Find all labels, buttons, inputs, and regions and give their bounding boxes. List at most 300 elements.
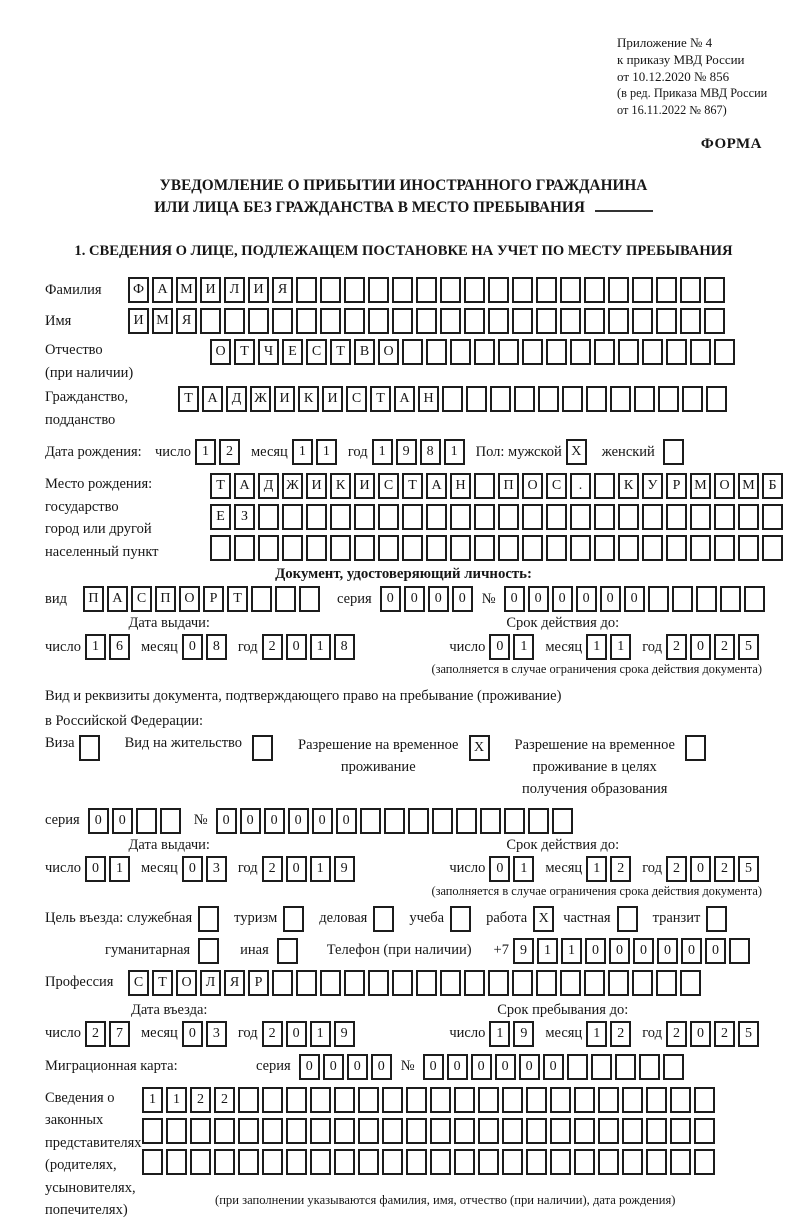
char-cell[interactable] <box>502 1149 523 1175</box>
char-cell[interactable] <box>562 386 583 412</box>
sex-male-checkbox[interactable] <box>566 439 590 465</box>
char-cell[interactable]: 1 <box>85 634 106 660</box>
char-cell[interactable] <box>704 308 725 334</box>
char-cell[interactable] <box>344 970 365 996</box>
char-cell[interactable] <box>454 1087 475 1113</box>
char-cell[interactable]: О <box>378 339 399 365</box>
char-cell[interactable]: 2 <box>214 1087 235 1113</box>
char-cell[interactable]: 1 <box>166 1087 187 1113</box>
char-cell[interactable]: С <box>378 473 399 499</box>
visa-checkbox[interactable] <box>79 735 103 761</box>
char-cell[interactable]: 2 <box>714 856 735 882</box>
char-cell[interactable] <box>251 586 272 612</box>
char-cell[interactable] <box>550 1118 571 1144</box>
char-cell[interactable] <box>528 808 549 834</box>
citizenship-cells[interactable] <box>178 386 730 412</box>
char-cell[interactable] <box>536 308 557 334</box>
char-cell[interactable]: 0 <box>528 586 549 612</box>
char-cell[interactable] <box>310 1149 331 1175</box>
char-cell[interactable] <box>546 504 567 530</box>
char-cell[interactable]: Ж <box>250 386 271 412</box>
char-cell[interactable] <box>426 339 447 365</box>
char-cell[interactable] <box>622 1087 643 1113</box>
char-cell[interactable] <box>536 277 557 303</box>
purpose-tourism-checkbox[interactable] <box>283 906 307 932</box>
char-cell[interactable] <box>480 808 501 834</box>
char-cell[interactable] <box>198 906 219 932</box>
char-cell[interactable] <box>762 535 783 561</box>
char-cell[interactable] <box>656 277 677 303</box>
birth-place-row2-cells[interactable] <box>210 504 786 530</box>
char-cell[interactable]: Я <box>224 970 245 996</box>
char-cell[interactable]: М <box>690 473 711 499</box>
char-cell[interactable] <box>526 1087 547 1113</box>
char-cell[interactable] <box>378 504 399 530</box>
char-cell[interactable]: 1 <box>513 856 534 882</box>
char-cell[interactable]: 0 <box>705 938 726 964</box>
char-cell[interactable] <box>190 1149 211 1175</box>
doc-issue-year-cells[interactable] <box>262 634 358 660</box>
char-cell[interactable] <box>584 970 605 996</box>
char-cell[interactable]: 0 <box>681 938 702 964</box>
entry-month-cells[interactable] <box>182 1021 230 1047</box>
char-cell[interactable] <box>685 735 706 761</box>
char-cell[interactable] <box>454 1149 475 1175</box>
char-cell[interactable]: 0 <box>182 1021 203 1047</box>
char-cell[interactable]: 6 <box>109 634 130 660</box>
char-cell[interactable]: 0 <box>576 586 597 612</box>
char-cell[interactable] <box>591 1054 612 1080</box>
char-cell[interactable] <box>714 339 735 365</box>
char-cell[interactable] <box>658 386 679 412</box>
char-cell[interactable] <box>272 308 293 334</box>
char-cell[interactable]: 0 <box>609 938 630 964</box>
char-cell[interactable] <box>512 277 533 303</box>
char-cell[interactable] <box>610 386 631 412</box>
phone-cells[interactable] <box>513 938 753 964</box>
permit-number-cells[interactable] <box>216 808 576 834</box>
char-cell[interactable] <box>286 1149 307 1175</box>
char-cell[interactable]: П <box>155 586 176 612</box>
char-cell[interactable] <box>598 1118 619 1144</box>
char-cell[interactable] <box>522 535 543 561</box>
char-cell[interactable]: 0 <box>690 1021 711 1047</box>
char-cell[interactable]: Т <box>330 339 351 365</box>
char-cell[interactable] <box>680 308 701 334</box>
char-cell[interactable] <box>464 308 485 334</box>
char-cell[interactable] <box>136 808 157 834</box>
char-cell[interactable] <box>632 970 653 996</box>
char-cell[interactable]: 8 <box>420 439 441 465</box>
char-cell[interactable] <box>200 308 221 334</box>
char-cell[interactable] <box>382 1149 403 1175</box>
char-cell[interactable]: Л <box>200 970 221 996</box>
char-cell[interactable]: 1 <box>316 439 337 465</box>
char-cell[interactable] <box>608 277 629 303</box>
char-cell[interactable] <box>552 808 573 834</box>
char-cell[interactable]: 2 <box>610 856 631 882</box>
char-cell[interactable] <box>310 1087 331 1113</box>
char-cell[interactable] <box>306 504 327 530</box>
stay-year-cells[interactable] <box>666 1021 762 1047</box>
char-cell[interactable] <box>594 473 615 499</box>
char-cell[interactable]: 0 <box>371 1054 392 1080</box>
char-cell[interactable]: 0 <box>347 1054 368 1080</box>
doc-issue-month-cells[interactable] <box>182 634 230 660</box>
char-cell[interactable] <box>299 586 320 612</box>
char-cell[interactable] <box>498 339 519 365</box>
char-cell[interactable]: 2 <box>666 1021 687 1047</box>
char-cell[interactable]: 1 <box>310 856 331 882</box>
char-cell[interactable]: Т <box>178 386 199 412</box>
char-cell[interactable]: 1 <box>444 439 465 465</box>
char-cell[interactable] <box>198 938 219 964</box>
char-cell[interactable] <box>430 1149 451 1175</box>
char-cell[interactable] <box>546 339 567 365</box>
char-cell[interactable]: Е <box>210 504 231 530</box>
char-cell[interactable]: Ч <box>258 339 279 365</box>
char-cell[interactable]: 1 <box>586 634 607 660</box>
char-cell[interactable] <box>560 277 581 303</box>
birth-month-cells[interactable] <box>292 439 340 465</box>
char-cell[interactable] <box>275 586 296 612</box>
purpose-private-checkbox[interactable] <box>617 906 641 932</box>
char-cell[interactable]: Е <box>282 339 303 365</box>
char-cell[interactable]: Т <box>234 339 255 365</box>
char-cell[interactable]: 1 <box>610 634 631 660</box>
char-cell[interactable]: 1 <box>586 856 607 882</box>
char-cell[interactable] <box>320 277 341 303</box>
char-cell[interactable]: 0 <box>336 808 357 834</box>
temp-permit-checkbox[interactable] <box>469 735 493 761</box>
char-cell[interactable] <box>618 535 639 561</box>
char-cell[interactable]: 2 <box>262 1021 283 1047</box>
char-cell[interactable]: В <box>354 339 375 365</box>
char-cell[interactable] <box>560 308 581 334</box>
char-cell[interactable] <box>672 586 693 612</box>
char-cell[interactable] <box>344 308 365 334</box>
char-cell[interactable] <box>344 277 365 303</box>
char-cell[interactable] <box>248 308 269 334</box>
char-cell[interactable] <box>306 535 327 561</box>
doc-number-cells[interactable] <box>504 586 768 612</box>
char-cell[interactable] <box>656 308 677 334</box>
char-cell[interactable] <box>622 1118 643 1144</box>
char-cell[interactable] <box>570 504 591 530</box>
char-cell[interactable]: И <box>200 277 221 303</box>
char-cell[interactable]: 0 <box>633 938 654 964</box>
char-cell[interactable] <box>296 308 317 334</box>
permit-series-cells[interactable] <box>88 808 184 834</box>
char-cell[interactable]: Т <box>210 473 231 499</box>
char-cell[interactable] <box>454 1118 475 1144</box>
char-cell[interactable]: 8 <box>334 634 355 660</box>
char-cell[interactable] <box>632 308 653 334</box>
entry-year-cells[interactable] <box>262 1021 358 1047</box>
char-cell[interactable] <box>416 970 437 996</box>
char-cell[interactable] <box>478 1118 499 1144</box>
char-cell[interactable] <box>729 938 750 964</box>
char-cell[interactable]: 0 <box>323 1054 344 1080</box>
char-cell[interactable]: С <box>346 386 367 412</box>
char-cell[interactable] <box>526 1118 547 1144</box>
char-cell[interactable]: О <box>714 473 735 499</box>
purpose-transit-checkbox[interactable] <box>706 906 730 932</box>
purpose-other-checkbox[interactable] <box>277 938 301 964</box>
char-cell[interactable] <box>368 970 389 996</box>
char-cell[interactable]: Ф <box>128 277 149 303</box>
char-cell[interactable] <box>334 1118 355 1144</box>
char-cell[interactable]: 3 <box>206 856 227 882</box>
char-cell[interactable] <box>402 535 423 561</box>
char-cell[interactable]: 7 <box>109 1021 130 1047</box>
char-cell[interactable]: 9 <box>513 938 534 964</box>
permit-issue-year-cells[interactable] <box>262 856 358 882</box>
char-cell[interactable] <box>632 277 653 303</box>
doc-issue-day-cells[interactable] <box>85 634 133 660</box>
char-cell[interactable]: 9 <box>334 1021 355 1047</box>
char-cell[interactable] <box>646 1087 667 1113</box>
char-cell[interactable]: X <box>533 906 554 932</box>
char-cell[interactable]: М <box>176 277 197 303</box>
char-cell[interactable] <box>474 339 495 365</box>
permit-issue-month-cells[interactable] <box>182 856 230 882</box>
migration-card-number-cells[interactable] <box>423 1054 687 1080</box>
char-cell[interactable]: 1 <box>292 439 313 465</box>
char-cell[interactable]: З <box>234 504 255 530</box>
char-cell[interactable] <box>478 1149 499 1175</box>
doc-type-cells[interactable] <box>83 586 323 612</box>
char-cell[interactable] <box>642 339 663 365</box>
char-cell[interactable] <box>706 386 727 412</box>
char-cell[interactable] <box>238 1087 259 1113</box>
patronymic-cells[interactable] <box>210 339 738 365</box>
char-cell[interactable] <box>574 1118 595 1144</box>
char-cell[interactable] <box>690 535 711 561</box>
char-cell[interactable] <box>277 938 298 964</box>
char-cell[interactable] <box>368 277 389 303</box>
char-cell[interactable] <box>238 1118 259 1144</box>
char-cell[interactable]: 0 <box>471 1054 492 1080</box>
char-cell[interactable]: 9 <box>396 439 417 465</box>
char-cell[interactable] <box>648 586 669 612</box>
char-cell[interactable] <box>334 1087 355 1113</box>
char-cell[interactable]: . <box>570 473 591 499</box>
char-cell[interactable] <box>224 308 245 334</box>
char-cell[interactable] <box>696 586 717 612</box>
char-cell[interactable]: 1 <box>195 439 216 465</box>
char-cell[interactable] <box>474 535 495 561</box>
char-cell[interactable] <box>466 386 487 412</box>
char-cell[interactable] <box>488 970 509 996</box>
residence-permit-checkbox[interactable] <box>252 735 276 761</box>
char-cell[interactable]: 0 <box>504 586 525 612</box>
purpose-official-checkbox[interactable] <box>198 906 222 932</box>
char-cell[interactable] <box>598 1149 619 1175</box>
char-cell[interactable] <box>382 1087 403 1113</box>
char-cell[interactable] <box>615 1054 636 1080</box>
doc-valid-year-cells[interactable] <box>666 634 762 660</box>
char-cell[interactable] <box>598 1087 619 1113</box>
char-cell[interactable]: 0 <box>182 856 203 882</box>
char-cell[interactable]: 0 <box>288 808 309 834</box>
char-cell[interactable]: И <box>128 308 149 334</box>
char-cell[interactable]: 0 <box>495 1054 516 1080</box>
char-cell[interactable]: 1 <box>310 634 331 660</box>
stay-month-cells[interactable] <box>586 1021 634 1047</box>
char-cell[interactable]: Б <box>762 473 783 499</box>
char-cell[interactable]: К <box>330 473 351 499</box>
char-cell[interactable]: 2 <box>262 856 283 882</box>
char-cell[interactable]: 2 <box>666 634 687 660</box>
char-cell[interactable]: О <box>522 473 543 499</box>
char-cell[interactable] <box>714 535 735 561</box>
char-cell[interactable]: 1 <box>586 1021 607 1047</box>
char-cell[interactable] <box>550 1087 571 1113</box>
char-cell[interactable] <box>283 906 304 932</box>
char-cell[interactable] <box>694 1118 715 1144</box>
char-cell[interactable] <box>406 1118 427 1144</box>
char-cell[interactable]: П <box>498 473 519 499</box>
char-cell[interactable] <box>258 535 279 561</box>
char-cell[interactable] <box>608 970 629 996</box>
char-cell[interactable] <box>358 1118 379 1144</box>
char-cell[interactable]: 0 <box>299 1054 320 1080</box>
char-cell[interactable]: Т <box>152 970 173 996</box>
char-cell[interactable] <box>642 535 663 561</box>
char-cell[interactable]: М <box>738 473 759 499</box>
migration-card-series-cells[interactable] <box>299 1054 395 1080</box>
char-cell[interactable] <box>478 1087 499 1113</box>
char-cell[interactable] <box>714 504 735 530</box>
char-cell[interactable] <box>574 1149 595 1175</box>
char-cell[interactable] <box>440 277 461 303</box>
char-cell[interactable]: 2 <box>262 634 283 660</box>
char-cell[interactable] <box>296 277 317 303</box>
char-cell[interactable]: Н <box>450 473 471 499</box>
char-cell[interactable] <box>720 586 741 612</box>
char-cell[interactable]: 0 <box>286 1021 307 1047</box>
char-cell[interactable]: А <box>234 473 255 499</box>
char-cell[interactable]: И <box>322 386 343 412</box>
char-cell[interactable] <box>490 386 511 412</box>
char-cell[interactable] <box>334 1149 355 1175</box>
char-cell[interactable] <box>744 586 765 612</box>
char-cell[interactable] <box>320 970 341 996</box>
char-cell[interactable] <box>536 970 557 996</box>
char-cell[interactable]: 1 <box>109 856 130 882</box>
char-cell[interactable] <box>402 339 423 365</box>
char-cell[interactable] <box>762 504 783 530</box>
char-cell[interactable] <box>670 1149 691 1175</box>
char-cell[interactable]: С <box>306 339 327 365</box>
char-cell[interactable]: И <box>306 473 327 499</box>
char-cell[interactable] <box>670 1118 691 1144</box>
char-cell[interactable]: И <box>274 386 295 412</box>
char-cell[interactable] <box>238 1149 259 1175</box>
representatives-row1-cells[interactable] <box>142 1087 718 1113</box>
char-cell[interactable] <box>706 906 727 932</box>
char-cell[interactable] <box>642 504 663 530</box>
char-cell[interactable]: 0 <box>216 808 237 834</box>
char-cell[interactable] <box>358 1149 379 1175</box>
birth-place-row3-cells[interactable] <box>210 535 786 561</box>
char-cell[interactable] <box>488 277 509 303</box>
char-cell[interactable] <box>392 308 413 334</box>
char-cell[interactable]: 9 <box>513 1021 534 1047</box>
char-cell[interactable] <box>594 535 615 561</box>
char-cell[interactable]: 5 <box>738 856 759 882</box>
char-cell[interactable]: 0 <box>489 634 510 660</box>
char-cell[interactable]: 0 <box>264 808 285 834</box>
char-cell[interactable] <box>663 1054 684 1080</box>
char-cell[interactable]: 0 <box>600 586 621 612</box>
char-cell[interactable] <box>430 1087 451 1113</box>
char-cell[interactable] <box>464 277 485 303</box>
char-cell[interactable]: 0 <box>552 586 573 612</box>
char-cell[interactable]: 0 <box>657 938 678 964</box>
char-cell[interactable]: 0 <box>240 808 261 834</box>
char-cell[interactable]: 1 <box>513 634 534 660</box>
char-cell[interactable] <box>546 535 567 561</box>
char-cell[interactable]: 0 <box>88 808 109 834</box>
char-cell[interactable]: Н <box>418 386 439 412</box>
char-cell[interactable] <box>570 535 591 561</box>
char-cell[interactable] <box>373 906 394 932</box>
char-cell[interactable] <box>570 339 591 365</box>
char-cell[interactable]: 2 <box>666 856 687 882</box>
char-cell[interactable] <box>690 339 711 365</box>
char-cell[interactable]: Ж <box>282 473 303 499</box>
char-cell[interactable] <box>656 970 677 996</box>
char-cell[interactable]: 2 <box>190 1087 211 1113</box>
char-cell[interactable] <box>680 277 701 303</box>
char-cell[interactable] <box>618 339 639 365</box>
char-cell[interactable] <box>474 504 495 530</box>
char-cell[interactable] <box>584 277 605 303</box>
char-cell[interactable] <box>234 535 255 561</box>
char-cell[interactable]: Р <box>248 970 269 996</box>
birth-year-cells[interactable] <box>372 439 468 465</box>
purpose-humanitarian-checkbox[interactable] <box>198 938 222 964</box>
char-cell[interactable] <box>618 504 639 530</box>
char-cell[interactable] <box>378 535 399 561</box>
char-cell[interactable]: 1 <box>561 938 582 964</box>
char-cell[interactable] <box>526 1149 547 1175</box>
char-cell[interactable] <box>262 1149 283 1175</box>
char-cell[interactable]: 0 <box>112 808 133 834</box>
char-cell[interactable]: Т <box>402 473 423 499</box>
given-name-cells[interactable] <box>128 308 728 334</box>
char-cell[interactable] <box>488 308 509 334</box>
char-cell[interactable] <box>392 277 413 303</box>
char-cell[interactable]: X <box>469 735 490 761</box>
char-cell[interactable]: 2 <box>85 1021 106 1047</box>
char-cell[interactable] <box>450 906 471 932</box>
char-cell[interactable]: О <box>176 970 197 996</box>
char-cell[interactable] <box>608 308 629 334</box>
char-cell[interactable] <box>272 970 293 996</box>
char-cell[interactable]: 8 <box>206 634 227 660</box>
char-cell[interactable]: 2 <box>714 634 735 660</box>
entry-day-cells[interactable] <box>85 1021 133 1047</box>
char-cell[interactable] <box>360 808 381 834</box>
purpose-business-checkbox[interactable] <box>373 906 397 932</box>
char-cell[interactable]: 0 <box>489 856 510 882</box>
char-cell[interactable] <box>286 1118 307 1144</box>
char-cell[interactable]: А <box>107 586 128 612</box>
char-cell[interactable]: Р <box>203 586 224 612</box>
